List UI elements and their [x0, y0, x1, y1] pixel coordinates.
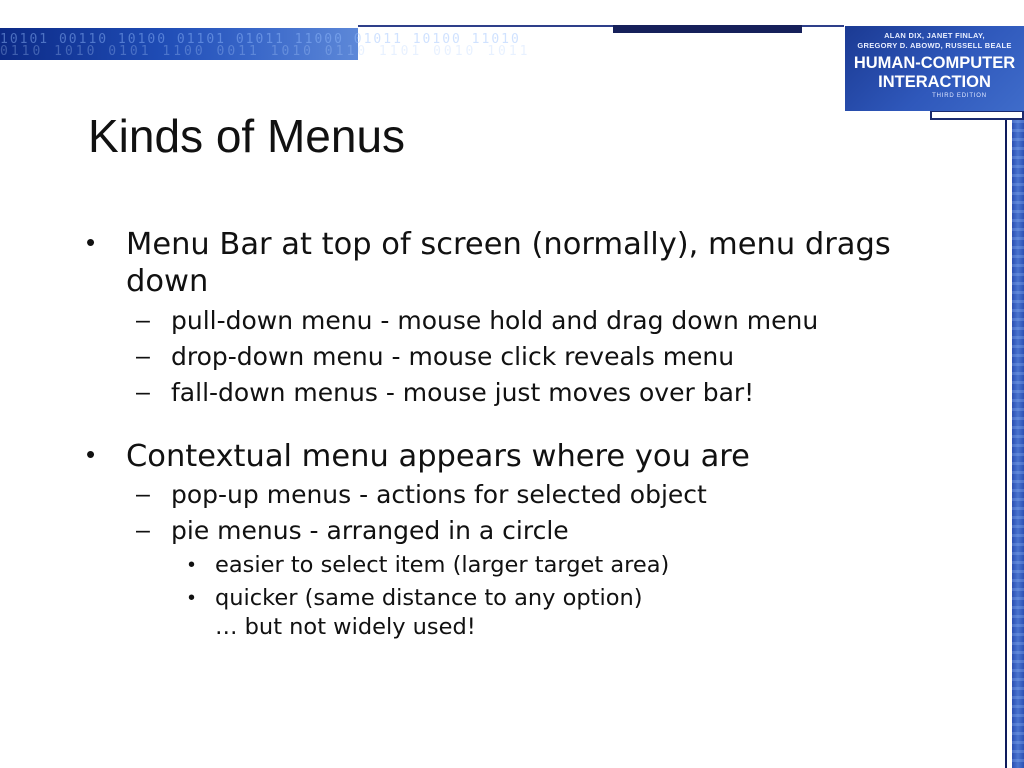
dash-marker: –	[136, 516, 150, 544]
book-title-line1: HUMAN-COMPUTER	[853, 54, 1016, 72]
sub-sub-bullet-text: easier to select item (larger target area)	[215, 552, 670, 578]
small-bullet-marker: •	[188, 587, 196, 609]
book-cover-logo	[845, 26, 1024, 111]
sub-bullet-text: pull-down menu - mouse hold and drag down menu	[171, 306, 819, 335]
binary-pattern: 10101 00110 10100 01101 01011 11000 01011 10100 11010	[0, 32, 521, 47]
dash-marker: –	[136, 342, 150, 370]
binary-banner-image	[0, 28, 531, 60]
sub-bullet-text: drop-down menu - mouse click reveals menu	[171, 342, 735, 371]
sub-sub-bullet-continuation: … but not widely used!	[215, 614, 476, 640]
sub-sub-bullet-text: quicker (same distance to any option)	[215, 585, 643, 611]
sub-bullet-text: pie menus - arranged in a circle	[171, 516, 569, 545]
book-authors-line2: GREGORY D. ABOWD, RUSSELL BEALE	[857, 41, 1012, 50]
book-edition: THIRD EDITION	[932, 93, 987, 99]
bullet-text: Contextual menu appears where you are	[126, 439, 750, 474]
side-stripe-image	[1012, 120, 1024, 768]
bullet-text-continued: down	[126, 264, 209, 299]
book-title-line2: INTERACTION	[878, 73, 991, 91]
dash-marker: –	[136, 480, 150, 508]
small-bullet-marker: •	[188, 554, 196, 576]
bullet-text: Menu Bar at top of screen (normally), menu drags	[126, 227, 891, 262]
dash-marker: –	[136, 306, 150, 334]
sub-bullet-text: pop-up menus - actions for selected object	[171, 480, 707, 509]
binary-pattern-secondary: 0110 1010 0101 1100 0011 1010 0110 1101 0010 1011	[0, 44, 531, 59]
slide-title: Kinds of Menus	[88, 110, 406, 162]
sub-bullet-text: fall-down menus - mouse just moves over bar!	[171, 378, 755, 407]
bullet-marker: •	[86, 439, 96, 469]
side-divider	[1005, 118, 1007, 768]
dash-marker: –	[136, 378, 150, 406]
book-underline-bar	[930, 110, 1024, 120]
book-authors-line1: ALAN DIX, JANET FINLAY,	[884, 31, 985, 40]
header-accent-bar	[613, 25, 802, 33]
bullet-marker: •	[86, 227, 96, 257]
